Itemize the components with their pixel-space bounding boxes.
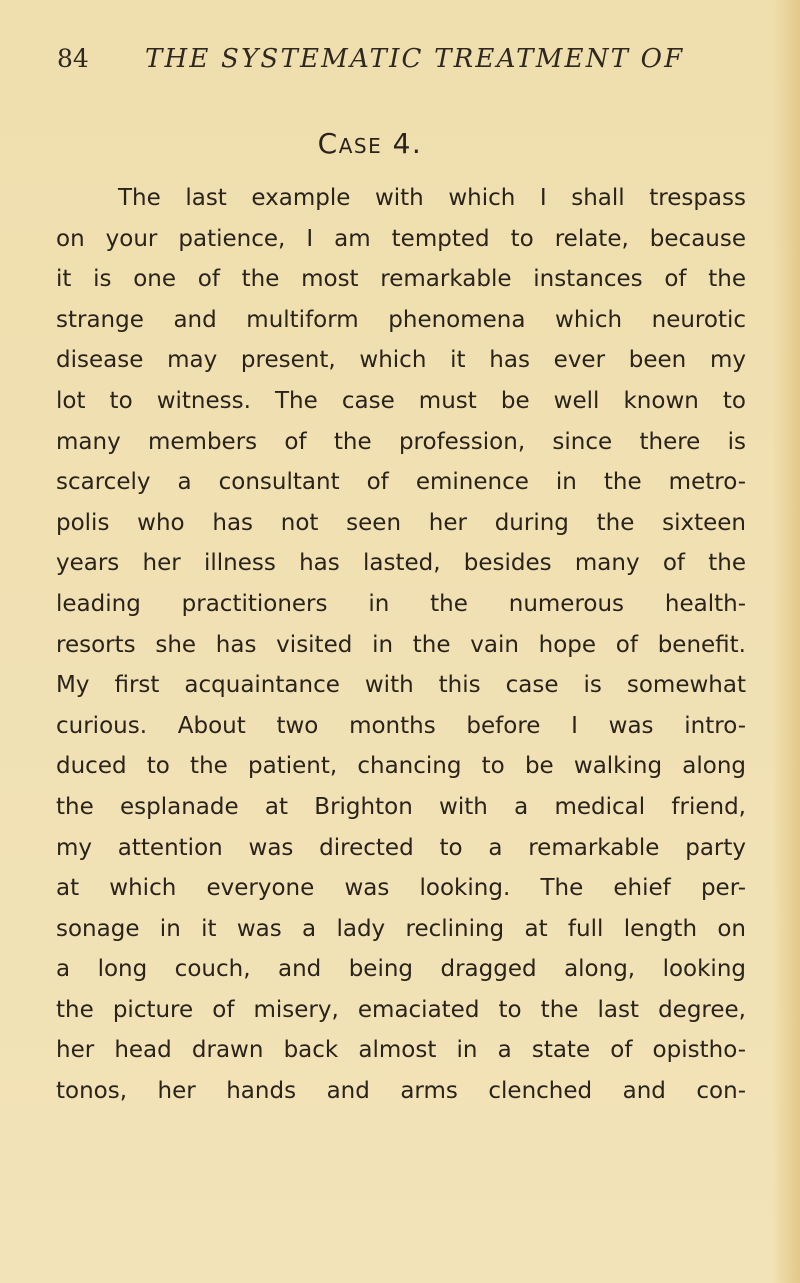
- text-line: at which everyone was looking. The ehief per-: [56, 875, 746, 902]
- text-line: many members of the profession, since there is: [56, 428, 746, 455]
- text-line: My first acquaintance with this case is somewhat: [56, 672, 746, 699]
- text-line: my attention was directed to a remarkable party: [56, 834, 746, 861]
- text-line: her head drawn back almost in a state of opistho-: [56, 1037, 746, 1064]
- case-heading: [0, 127, 800, 160]
- text-line: years her illness has lasted, besides many of the: [56, 550, 746, 577]
- running-head: [57, 44, 757, 94]
- text-line: scarcely a consultant of eminence in the metro-: [56, 469, 746, 496]
- text-line: The last example with which I shall trespass: [118, 185, 746, 211]
- text-line: strange and multiform phenomena which neurotic: [56, 306, 746, 333]
- text-line: tonos, her hands and arms clenched and con-: [56, 1078, 746, 1105]
- text-line: disease may present, which it has ever been my: [56, 347, 746, 374]
- text-line: the esplanade at Brighton with a medical friend,: [56, 793, 746, 820]
- text-line: resorts she has visited in the vain hope of benefit.: [56, 631, 746, 658]
- text-line: sonage in it was a lady reclining at full length on: [56, 915, 746, 942]
- page-number: 84: [57, 44, 89, 73]
- text-line: on your patience, I am tempted to relate, because: [56, 225, 746, 252]
- text-line: polis who has not seen her during the sixteen: [56, 509, 746, 536]
- page-edge-shadow: [772, 0, 800, 1283]
- text-line: lot to witness. The case must be well known to: [56, 387, 746, 414]
- running-head-title: THE SYSTEMATIC TREATMENT OF: [145, 44, 685, 74]
- case-heading-text: Case 4.: [317, 127, 423, 160]
- body-paragraph: [56, 178, 746, 1112]
- text-line: duced to the patient, chancing to be walking along: [56, 753, 746, 780]
- text-line: it is one of the most remarkable instances of the: [56, 266, 746, 293]
- text-line: curious. About two months before I was intro-: [56, 712, 746, 739]
- text-line: a long couch, and being dragged along, looking: [56, 956, 746, 983]
- text-line: leading practitioners in the numerous health-: [56, 590, 746, 617]
- text-line: the picture of misery, emaciated to the last degree,: [56, 996, 746, 1023]
